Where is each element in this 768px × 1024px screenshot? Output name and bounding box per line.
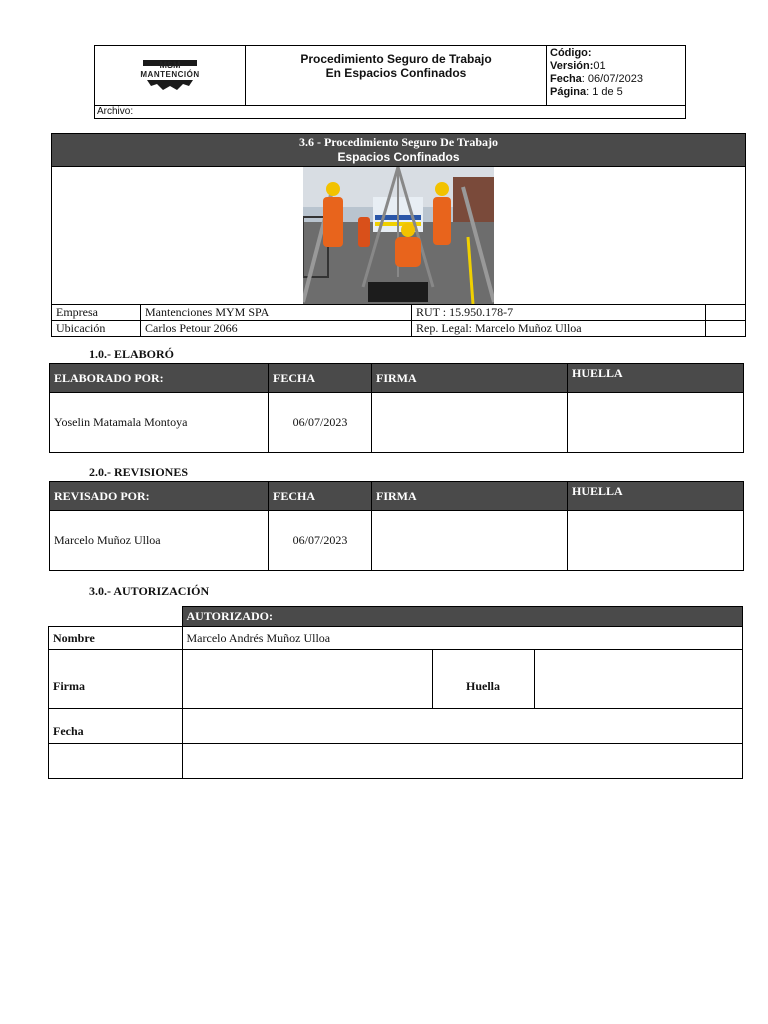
section-3-6-title xyxy=(52,134,746,167)
revisiones-table xyxy=(49,481,744,571)
autorizacion-blank-cell[interactable] xyxy=(182,744,743,779)
rep-legal-value: Rep. Legal: Marcelo Muñoz Ulloa xyxy=(412,321,706,337)
version-value: 01 xyxy=(593,60,606,72)
elaborado-fecha: 06/07/2023 xyxy=(269,393,372,453)
fecha-header: FECHA xyxy=(269,364,372,393)
revisado-por-name: Marcelo Muñoz Ulloa xyxy=(50,511,269,571)
elaboro-heading: 1.0.- ELABORÓ xyxy=(89,347,175,361)
pagina-label: Página xyxy=(550,86,587,98)
firma-header: FIRMA xyxy=(372,482,568,511)
ubicacion-extra-cell xyxy=(706,321,746,337)
archivo-label: Archivo: xyxy=(95,106,686,119)
document-title xyxy=(246,46,547,106)
elaborado-por-header: ELABORADO POR: xyxy=(50,364,269,393)
revisiones-heading: 2.0.- REVISIONES xyxy=(89,465,189,479)
logo-cell xyxy=(95,46,246,106)
empresa-label: Empresa xyxy=(52,305,141,321)
fecha-label: Fecha xyxy=(49,709,183,744)
fecha-header: FECHA xyxy=(269,482,372,511)
section-3-6-title-line-1: 3.6 - Procedimiento Seguro De Trabajo xyxy=(298,135,499,149)
revisado-firma-cell[interactable] xyxy=(372,511,568,571)
revisado-huella-cell[interactable] xyxy=(568,511,744,571)
autorizado-huella-cell[interactable] xyxy=(534,650,743,709)
nombre-value: Marcelo Andrés Muñoz Ulloa xyxy=(182,627,743,650)
huella-header: HUELLA xyxy=(568,364,744,393)
elaborado-firma-cell[interactable] xyxy=(372,393,568,453)
autorizado-fecha-cell[interactable] xyxy=(182,709,743,744)
ubicacion-label: Ubicación xyxy=(52,321,141,337)
version-label: Versión: xyxy=(550,60,594,72)
nombre-label: Nombre xyxy=(49,627,183,650)
svg-text:MANTENCIÓN: MANTENCIÓN xyxy=(140,70,200,79)
revisado-por-header: REVISADO POR: xyxy=(50,482,269,511)
autorizacion-corner-blank xyxy=(49,607,183,627)
rut-value: RUT : 15.950.178-7 xyxy=(412,305,706,321)
autorizacion-table xyxy=(48,606,743,779)
title-line-1: Procedimiento Seguro de Trabajo xyxy=(300,52,492,66)
autorizacion-blank-label xyxy=(49,744,183,779)
document-meta xyxy=(547,46,686,106)
autorizado-firma-cell[interactable] xyxy=(182,650,432,709)
empresa-extra-cell xyxy=(706,305,746,321)
autorizado-header: AUTORIZADO: xyxy=(182,607,743,627)
huella-header: HUELLA xyxy=(568,482,744,511)
pagina-value: : 1 de 5 xyxy=(586,86,623,98)
section-3-6-title-line-2: Espacios Confinados xyxy=(337,150,460,164)
firma-label: Firma xyxy=(49,650,183,709)
document-header xyxy=(94,45,686,119)
fecha-label: Fecha xyxy=(550,73,582,85)
elaboro-table xyxy=(49,363,744,453)
photo-cell xyxy=(52,167,746,305)
title-line-2: En Espacios Confinados xyxy=(325,66,467,80)
autorizacion-heading: 3.0.- AUTORIZACIÓN xyxy=(89,584,210,598)
elaborado-huella-cell[interactable] xyxy=(568,393,744,453)
empresa-value: Mantenciones MYM SPA xyxy=(141,305,412,321)
revisado-fecha: 06/07/2023 xyxy=(269,511,372,571)
ubicacion-value: Carlos Petour 2066 xyxy=(141,321,412,337)
fecha-value: : 06/07/2023 xyxy=(581,73,643,85)
confined-space-photo xyxy=(303,167,494,304)
huella-label: Huella xyxy=(432,650,534,709)
svg-text:MSM: MSM xyxy=(159,60,181,70)
company-logo xyxy=(95,46,245,100)
codigo-label: Código: xyxy=(550,47,592,59)
section-3-6-box xyxy=(51,133,746,337)
elaborado-por-name: Yoselin Matamala Montoya xyxy=(50,393,269,453)
firma-header: FIRMA xyxy=(372,364,568,393)
